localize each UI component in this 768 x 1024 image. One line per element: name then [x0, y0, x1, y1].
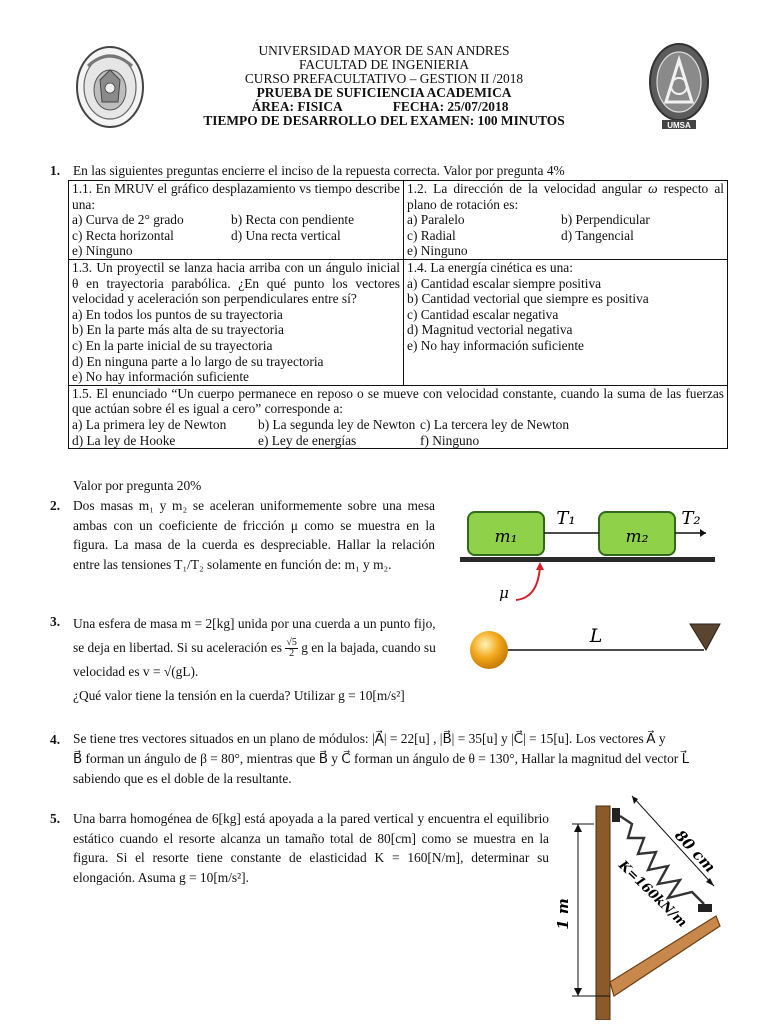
question-4-line-3: sabiendo que es el doble de la resultante. — [73, 771, 292, 786]
item-1-4-option-e[interactable]: e) No hay información suficiente — [407, 337, 584, 353]
height-arrow-top-icon — [574, 824, 582, 832]
date-label: FECHA: 25/07/2018 — [392, 99, 509, 114]
question-4-number: 4. — [50, 732, 61, 747]
fixed-pivot-support — [690, 624, 720, 650]
height-label: 1 m — [554, 898, 572, 930]
item-1-5-option-e[interactable]: e) Ley de energías — [258, 432, 357, 448]
item-1-2 — [404, 181, 728, 260]
acceleration-fraction: $\frac{√5}{2}$ — [286, 637, 297, 660]
pull-force-arrow-icon — [700, 529, 706, 537]
question-3-line-1: Una esfera de masa m = 2[kg] unida por una cuerda a un punto fijo, — [73, 616, 436, 631]
item-1-3-stem: 1.3. Un proyectil se lanza hacia arriba con un ángulo inicial θ en trayectoria parabólica. ¿En qué punto los vectores velocidad y aceleración son perpendiculares entre sí? — [72, 259, 400, 307]
item-1-3-option-e[interactable]: e) No hay información suficiente — [72, 369, 249, 385]
item-1-2-stem: 1.2. La dirección de la velocidad angular $\overline{\omega}$ respecto al plano de rotación es: — [407, 181, 724, 212]
exam-title: PRUEBA DE SUFICIENCIA ACADEMICA — [256, 85, 512, 100]
item-1-4-option-d[interactable]: d) Magnitud vectorial negativa — [407, 322, 573, 338]
exam-header — [0, 44, 768, 128]
spring-wall-mount — [612, 808, 620, 822]
value-note: Valor por pregunta 20% — [73, 478, 202, 493]
item-1-4-option-c[interactable]: c) Cantidad escalar negativa — [407, 306, 559, 322]
table-surface — [460, 557, 715, 562]
item-1-4-option-b[interactable]: b) Cantidad vectorial que siempre es positiva — [407, 291, 649, 307]
item-1-3-option-a[interactable]: a) En todos los puntos de su trayectoria — [72, 306, 283, 322]
sphere — [470, 631, 508, 669]
mass-2-label: m₂ — [625, 527, 649, 547]
question-3-number: 3. — [50, 614, 61, 629]
item-1-5-stem: 1.5. El enunciado “Un cuerpo permanece en reposo o se mueve con velocidad constante, cuando la suma de las fuerzas que actúan sobre él es igual a cero” corresponde a: — [72, 385, 724, 417]
item-1-2-option-d[interactable]: d) Tangencial — [561, 227, 634, 243]
item-1-1-option-c[interactable]: c) Recta horizontal — [72, 227, 174, 243]
item-1-1-option-b[interactable]: b) Recta con pendiente — [231, 212, 355, 228]
question-5-text: Una barra homogénea de 6[kg] está apoyada a la pared vertical y encuentra el equilibrio estático cuando el resorte alcanza un tamaño total de 80[cm] como se muestra en la figura. Si el resorte tiene constante de elasticidad K = 160[N/m], determinar su elongación. Asuma g = 10[m/s²]. — [73, 811, 549, 885]
question-1-table — [68, 180, 728, 449]
university-name: UNIVERSIDAD MAYOR DE SAN ANDRES — [258, 43, 510, 58]
item-1-3 — [69, 259, 404, 385]
homogeneous-bar — [610, 916, 720, 996]
vertical-wall — [596, 806, 610, 1020]
question-2-figure — [460, 498, 720, 606]
item-1-2-option-c[interactable]: c) Radial — [407, 227, 456, 243]
string-length-label: L — [589, 625, 603, 647]
item-1-5-option-a[interactable]: a) La primera ley de Newton — [72, 416, 227, 432]
spring-bar-mount — [698, 904, 712, 912]
item-1-2-option-b[interactable]: b) Perpendicular — [561, 212, 650, 228]
friction-coefficient-label: μ — [499, 584, 509, 602]
item-1-5 — [69, 385, 728, 448]
item-1-1 — [69, 181, 404, 260]
question-1-number: 1. — [50, 163, 61, 178]
area-date-line — [0, 100, 764, 114]
question-4-line-2: B⃗ forman un ángulo de β = 80°, mientras que B⃗ y C⃗ forman un ángulo de θ = 130°, Hallar la magnitud del vector L⃗ — [73, 751, 690, 766]
height-arrow-bottom-icon — [574, 988, 582, 996]
logo-right-label: UMSA — [667, 121, 691, 130]
item-1-1-option-d[interactable]: d) Una recta vertical — [231, 227, 341, 243]
question-5-number: 5. — [50, 811, 61, 826]
item-1-5-option-d[interactable]: d) La ley de Hooke — [72, 432, 176, 448]
exam-time: TIEMPO DE DESARROLLO DEL EXAMEN: 100 MINUTOS — [203, 113, 565, 128]
friction-arrow-head-icon — [536, 562, 544, 570]
question-4-text — [73, 729, 729, 789]
friction-arrow — [516, 566, 540, 600]
question-3-line-4: ¿Qué valor tiene la tensión en la cuerda? Utilizar g = 10[m/s²] — [73, 688, 405, 703]
question-1-intro: En las siguientes preguntas encierre el inciso de la repuesta correcta. Valor por pregunta 4% — [73, 163, 565, 178]
item-1-4-option-a[interactable]: a) Cantidad escalar siempre positiva — [407, 275, 602, 291]
tension-2-label: T₂ — [681, 508, 701, 529]
omega-vector-symbol: $\overline{\omega}$ — [648, 181, 658, 196]
item-1-4 — [404, 259, 728, 385]
item-1-2-option-e[interactable]: e) Ninguno — [407, 243, 468, 259]
spring-length-dimension — [632, 796, 714, 886]
spring-constant-label: K=160kN/m — [615, 858, 690, 931]
tension-1-label: T₁ — [556, 508, 576, 529]
item-1-5-option-c[interactable]: c) La tercera ley de Newton — [420, 416, 570, 432]
faculty-name: FACULTAD DE INGENIERIA — [298, 57, 469, 72]
course-name: CURSO PREFACULTATIVO – GESTION II /2018 — [244, 71, 524, 86]
question-2-number: 2. — [50, 498, 61, 513]
question-5-figure — [548, 786, 748, 1020]
item-1-3-option-c[interactable]: c) En la parte inicial de su trayectoria — [72, 337, 273, 353]
item-1-5-option-f[interactable]: f) Ninguno — [420, 432, 480, 448]
question-2-text: Dos masas m₁ y m₂ se aceleran uniformemente sobre una mesa ambas con un coeficiente de fricción μ como se muestra en la figura. La masa de la cuerda es despreciable. Hallar la relación entre las tensiones T₁/T₂ solamente en función de: m₁ y m₂. — [73, 498, 435, 572]
area-label: ÁREA: FISICA — [251, 99, 342, 114]
spring-length-label: 80 cm — [671, 826, 720, 877]
item-1-1-option-e[interactable]: e) Ninguno — [72, 243, 133, 259]
question-3-line-2: se deja en libertad. Si su aceleración es $\frac{√5}{2}$ g en la bajada, cuando su — [73, 637, 436, 660]
question-3-text — [73, 612, 463, 708]
mass-1-label: m₁ — [494, 527, 518, 547]
item-1-1-stem: 1.1. En MRUV el gráfico desplazamiento vs tiempo describe una: — [72, 181, 400, 212]
question-3-line-3: velocidad es v = √(gL). — [73, 664, 199, 679]
item-1-3-option-d[interactable]: d) En ninguna parte a lo largo de su trayectoria — [72, 353, 324, 369]
item-1-2-option-a[interactable]: a) Paralelo — [407, 212, 465, 228]
dimension-arrow-start-icon — [632, 796, 638, 804]
question-4-line-1: Se tiene tres vectores situados en un plano de módulos: |A⃗| = 22[u] , |B⃗| = 35[u] y |C⃗| = 15[u]. Los vectores A⃗ y — [73, 731, 666, 746]
item-1-5-option-b[interactable]: b) La segunda ley de Newton — [258, 416, 416, 432]
item-1-4-stem: 1.4. La energía cinética es una: — [407, 259, 573, 275]
item-1-3-option-b[interactable]: b) En la parte más alta de su trayectoria — [72, 322, 284, 338]
question-3-figure — [464, 618, 726, 680]
item-1-1-option-a[interactable]: a) Curva de 2° grado — [72, 212, 184, 228]
